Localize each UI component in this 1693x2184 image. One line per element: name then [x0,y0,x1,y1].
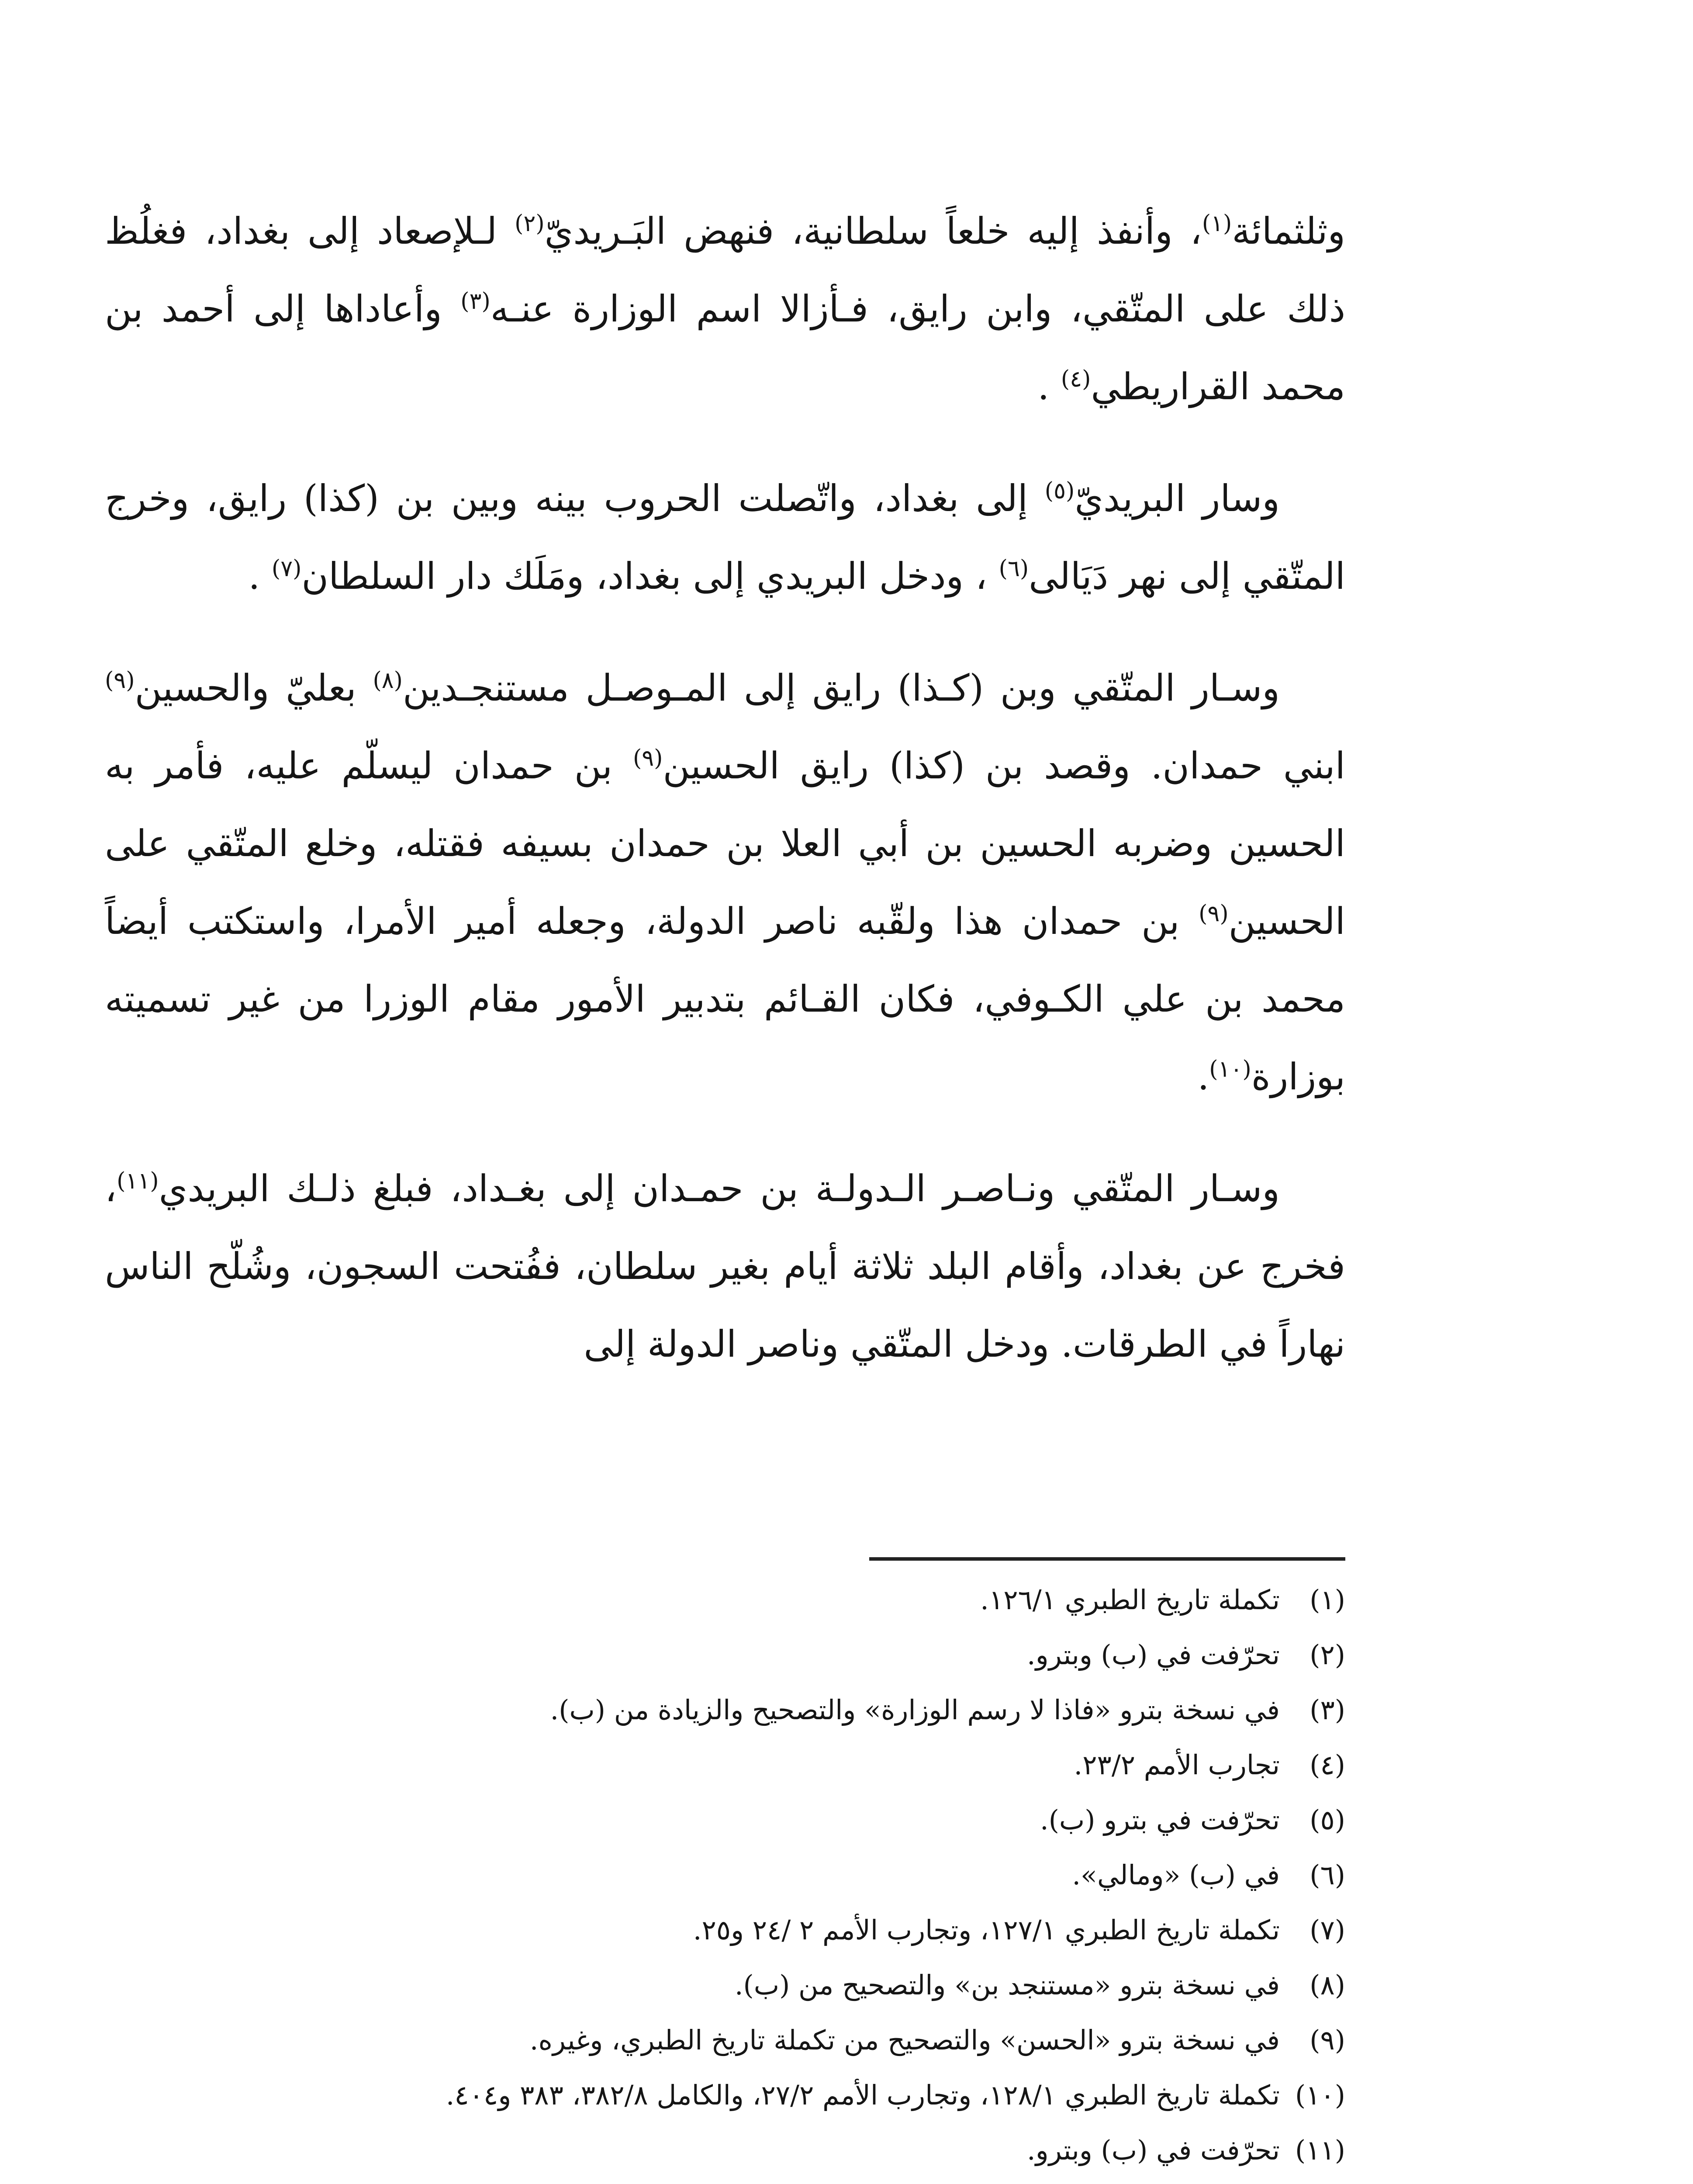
footnote-reference: (٧) [271,556,302,582]
paragraph-3 [105,649,1345,1116]
paragraph-text: وأعاداها إلى أحمد بن محمد القراريطي [105,287,1345,408]
paragraph-text: بعليّ والحسين [135,667,373,709]
footnote-reference: (٥) [1044,478,1075,504]
footnote-item [105,2013,1345,2068]
footnote-reference: (٢) [515,211,545,237]
paragraph-text: . [1197,1055,1209,1098]
paragraph-2 [105,460,1345,615]
paragraph-1 [105,192,1345,425]
footnote-reference: (١) [1202,211,1232,237]
footnote-text: تجارب الأمم ٢٣/٢. [1074,1749,1280,1781]
paragraph-text: . [1037,365,1061,408]
footnote-number: (٦) [1309,1859,1345,1891]
footnote-text: تحرّفت في (ب) وبترو. [1027,2134,1280,2166]
footnote-reference: (٨) [373,667,403,694]
paragraph-text: بن حمدان هذا ولقّبه ناصر الدولة، وجعله أمير الأمرا، واستكتب أيضاً محمد بن علي الكـوفي، فكان القـائم بتدبير الأمور مقام الوزرا من غير تسميته بوزارة [105,900,1345,1098]
paragraph-text: وسار البريديّ [1075,477,1280,520]
footnote-number: (١٠) [1295,2079,1345,2111]
footnote-text: تحرّفت في (ب) وبترو. [1027,1639,1280,1671]
paragraph-text: ابني حمدان. وقصد بن (كذا) رايق الحسين [663,744,1345,787]
paragraph-text: وسـار المتّقي وبن (كـذا) رايق إلى المـوصـل مستنجـدين [402,667,1280,709]
footnote-number: (٣) [1309,1694,1345,1726]
footnote-text: في نسخة بترو «الحسن» والتصحيح من تكملة تاريخ الطبري، وغيره. [529,2024,1280,2056]
footnote-number: (٩) [1309,2024,1345,2056]
paragraph-text: إلى بغداد، واتّصلت الحروب بينه وبين بن (كذا) رايق، وخرج المتّقي إلى نهر دَيَالى [105,477,1345,598]
footnote-text: تكملة تاريخ الطبري ١٢٨/١، وتجارب الأمم ٢٧/٢، والكامل ٣٨٢/٨، ٣٨٣ و٤٠٤. [446,2079,1280,2111]
footnote-text: تكملة تاريخ الطبري ١٢٧/١، وتجارب الأمم ٢ /٢٤ و٢٥. [693,1914,1280,1946]
paragraph-text: ، فخرج عن بغداد، وأقام البلد ثلاثة أيام بغير سلطان، ففُتحت السجون، وشُلّح الناس نهاراً في الطرقات. ودخل المتّقي وناصر الدولة إلى [105,1167,1345,1365]
footnote-reference: (١٠) [1209,1056,1251,1082]
paragraph-4 [105,1150,1345,1383]
paragraph-text: وثلثمائة [1232,210,1346,252]
paragraph-text: لـلإصعاد إلى بغداد، فغلُظ ذلك على المتّقي، وابن رايق، فـأزالا اسم الوزارة عنـه [105,210,1346,330]
footnote-text: تحرّفت في بترو (ب). [1040,1804,1280,1836]
footnote-item [105,1848,1345,1903]
footnote-text: في نسخة بترو «فاذا لا رسم الوزارة» والتصحيح والزيادة من (ب). [550,1694,1280,1726]
footnote-reference: (٩) [105,667,135,694]
footnote-number: (٧) [1309,1914,1345,1946]
paragraph-text: بن حمدان ليسلّم عليه، فأمر به الحسين وضربه الحسين بن أبي العلا بن حمدان بسيفه فقتله، وخلع المتّقي على الحسين [105,744,1345,943]
footnote-reference: (٣) [460,288,491,314]
footnote-item [105,1628,1345,1683]
footnote-item [105,2068,1345,2123]
footnote-text: في (ب) «ومالي». [1072,1859,1280,1891]
paragraph-text: ، ودخل البريدي إلى بغداد، ومَلَك دار السلطان [301,555,999,598]
paragraph-text: ، وأنفذ إليه خلعاً سلطانية، فنهض البَـريديّ [544,210,1202,252]
footnote-item [105,1903,1345,1958]
footnote-item [105,1738,1345,1793]
footnote-text: في نسخة بترو «مستنجد بن» والتصحيح من (ب). [734,1969,1280,2001]
footnote-number: (٤) [1309,1749,1345,1781]
footnote-separator [869,1557,1345,1561]
footnote-number: (٢) [1309,1639,1345,1671]
footnote-reference: (٤) [1061,366,1091,392]
footnote-text: تكملة تاريخ الطبري ١٢٦/١. [980,1584,1280,1616]
paragraph-text: . [248,555,272,598]
footnote-item [105,2123,1345,2178]
footnote-reference: (٩) [1199,901,1229,927]
footnote-item [105,1572,1345,1628]
footnote-item [105,1958,1345,2013]
footnotes-list [105,1572,1345,2178]
footnote-reference: (٦) [999,556,1029,582]
footnote-reference: (١١) [117,1168,159,1194]
footnote-item [105,1793,1345,1848]
footnote-number: (٨) [1309,1969,1345,2001]
footnote-number: (١١) [1295,2134,1345,2166]
footnote-item [105,1683,1345,1738]
main-text [105,192,1345,1417]
footnote-number: (١) [1309,1584,1345,1616]
footnote-reference: (٩) [632,745,663,771]
footnote-number: (٥) [1309,1804,1345,1836]
paragraph-text: وسـار المتّقي ونـاصـر الـدولـة بن حمـدان إلى بغـداد، فبلغ ذلـك البريدي [159,1167,1280,1210]
